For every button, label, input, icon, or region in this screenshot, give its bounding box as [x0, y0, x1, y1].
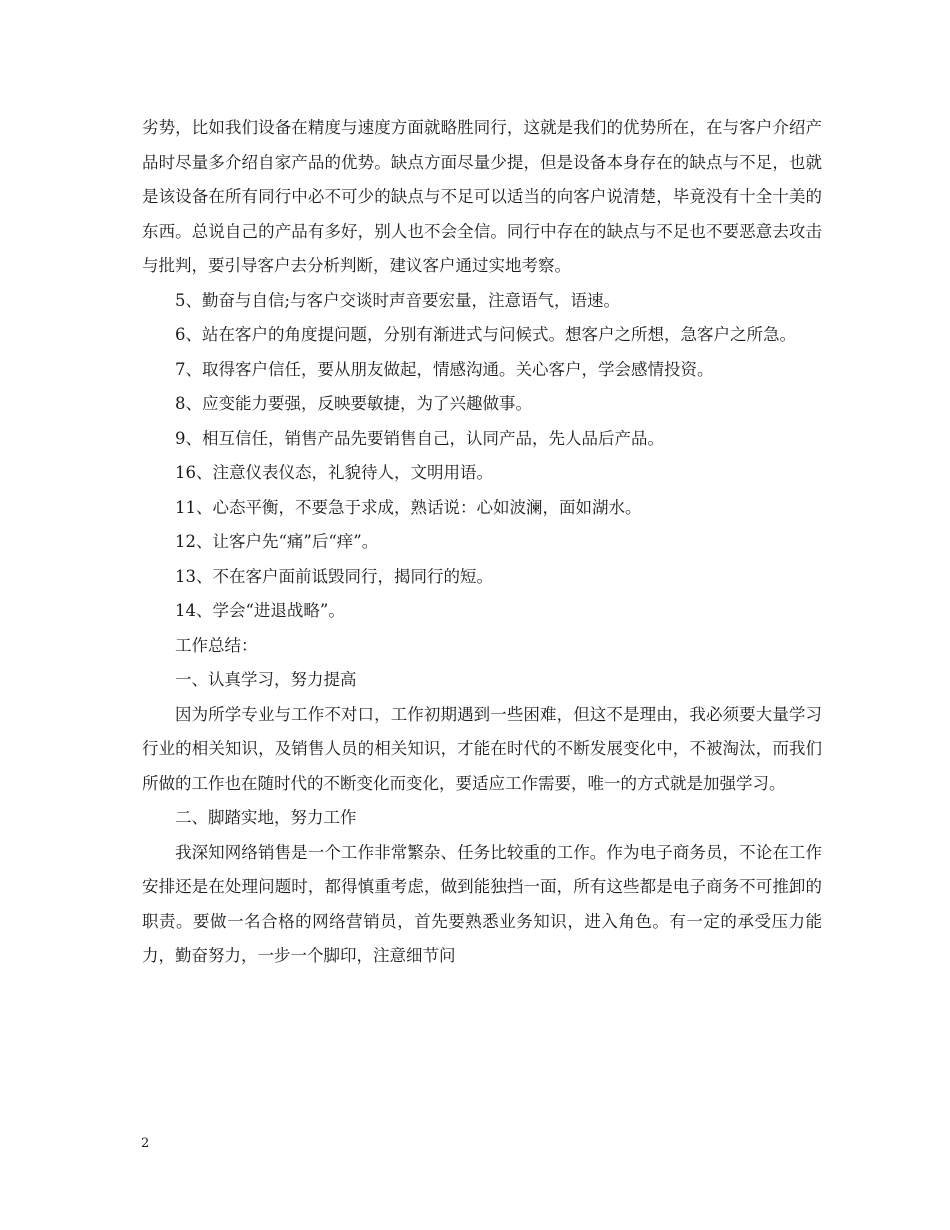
- section-heading-1: 一、认真学习，努力提高: [175, 670, 357, 689]
- paragraph-16: 我深知网络销售是一个工作非常繁杂、任务比较重的工作。作为电子商务员，不论在工作安排还是在处理问题时，都得慎重考虑，做到能独挡一面，所有这些都是电子商务不可推卸的职责。要做一名合格的网络营销员，首先要熟悉业务知识，进入角色。有一定的承受压力能力，勤奋努力，一步一个脚印，注意细节问: [142, 842, 822, 965]
- paragraph-8: 11、心态平衡，不要急于求成，熟话说：心如波澜，面如湖水。: [175, 497, 642, 517]
- paragraph-11: 14、学会“进退战略”。: [175, 601, 345, 620]
- section-heading-summary: 工作总结：: [175, 635, 258, 655]
- paragraph-9: 12、让客户先“痛”后“痒”。: [175, 532, 379, 551]
- paragraph-1: 劣势，比如我们设备在精度与速度方面就略胜同行，这就是我们的优势所在，在与客户介绍产品时尽量多介绍自家产品的优势。缺点方面尽量少提，但是设备本身存在的缺点与不足，也就是该设备在所有同行中必不可少的缺点与不足可以适当的向客户说清楚，毕竟没有十全十美的东西。总说自己的产品有多好，别人也不会全信。同行中存在的缺点与不足也不要恶意去攻击与批判，要引导客户去分析判断，建议客户通过实地考察。: [142, 118, 822, 275]
- paragraph-10: 13、不在客户面前诋毁同行，揭同行的短。: [175, 566, 493, 586]
- paragraph-4: 7、取得客户信任，要从朋友做起，情感沟通。关心客户，学会感情投资。: [175, 359, 714, 379]
- paragraph-3: 6、站在客户的角度提问题，分别有渐进式与问候式。想客户之所想，急客户之所急。: [175, 325, 796, 344]
- paragraph-7: 16、注意仪表仪态，礼貌待人，文明用语。: [175, 463, 493, 482]
- paragraph-5: 8、应变能力要强，反映要敏捷，为了兴趣做事。: [175, 394, 532, 413]
- paragraph-6: 9、相互信任，销售产品先要销售自己，认同产品，先人品后产品。: [175, 428, 664, 448]
- section-heading-2: 二、脚踏实地，努力工作: [175, 808, 357, 827]
- paragraph-14: 因为所学专业与工作不对口，工作初期遇到一些困难，但这不是理由，我必须要大量学习行业的相关知识，及销售人员的相关知识，才能在时代的不断发展变化中，不被淘汰，而我们所做的工作也在随时代的不断变化而变化，要适应工作需要，唯一的方式就是加强学习。: [142, 704, 822, 793]
- document-body: [142, 111, 822, 974]
- page-number: 2: [141, 1136, 150, 1151]
- paragraph-2: 5、勤奋与自信;与客户交谈时声音要宏量，注意语气，语速。: [175, 290, 621, 310]
